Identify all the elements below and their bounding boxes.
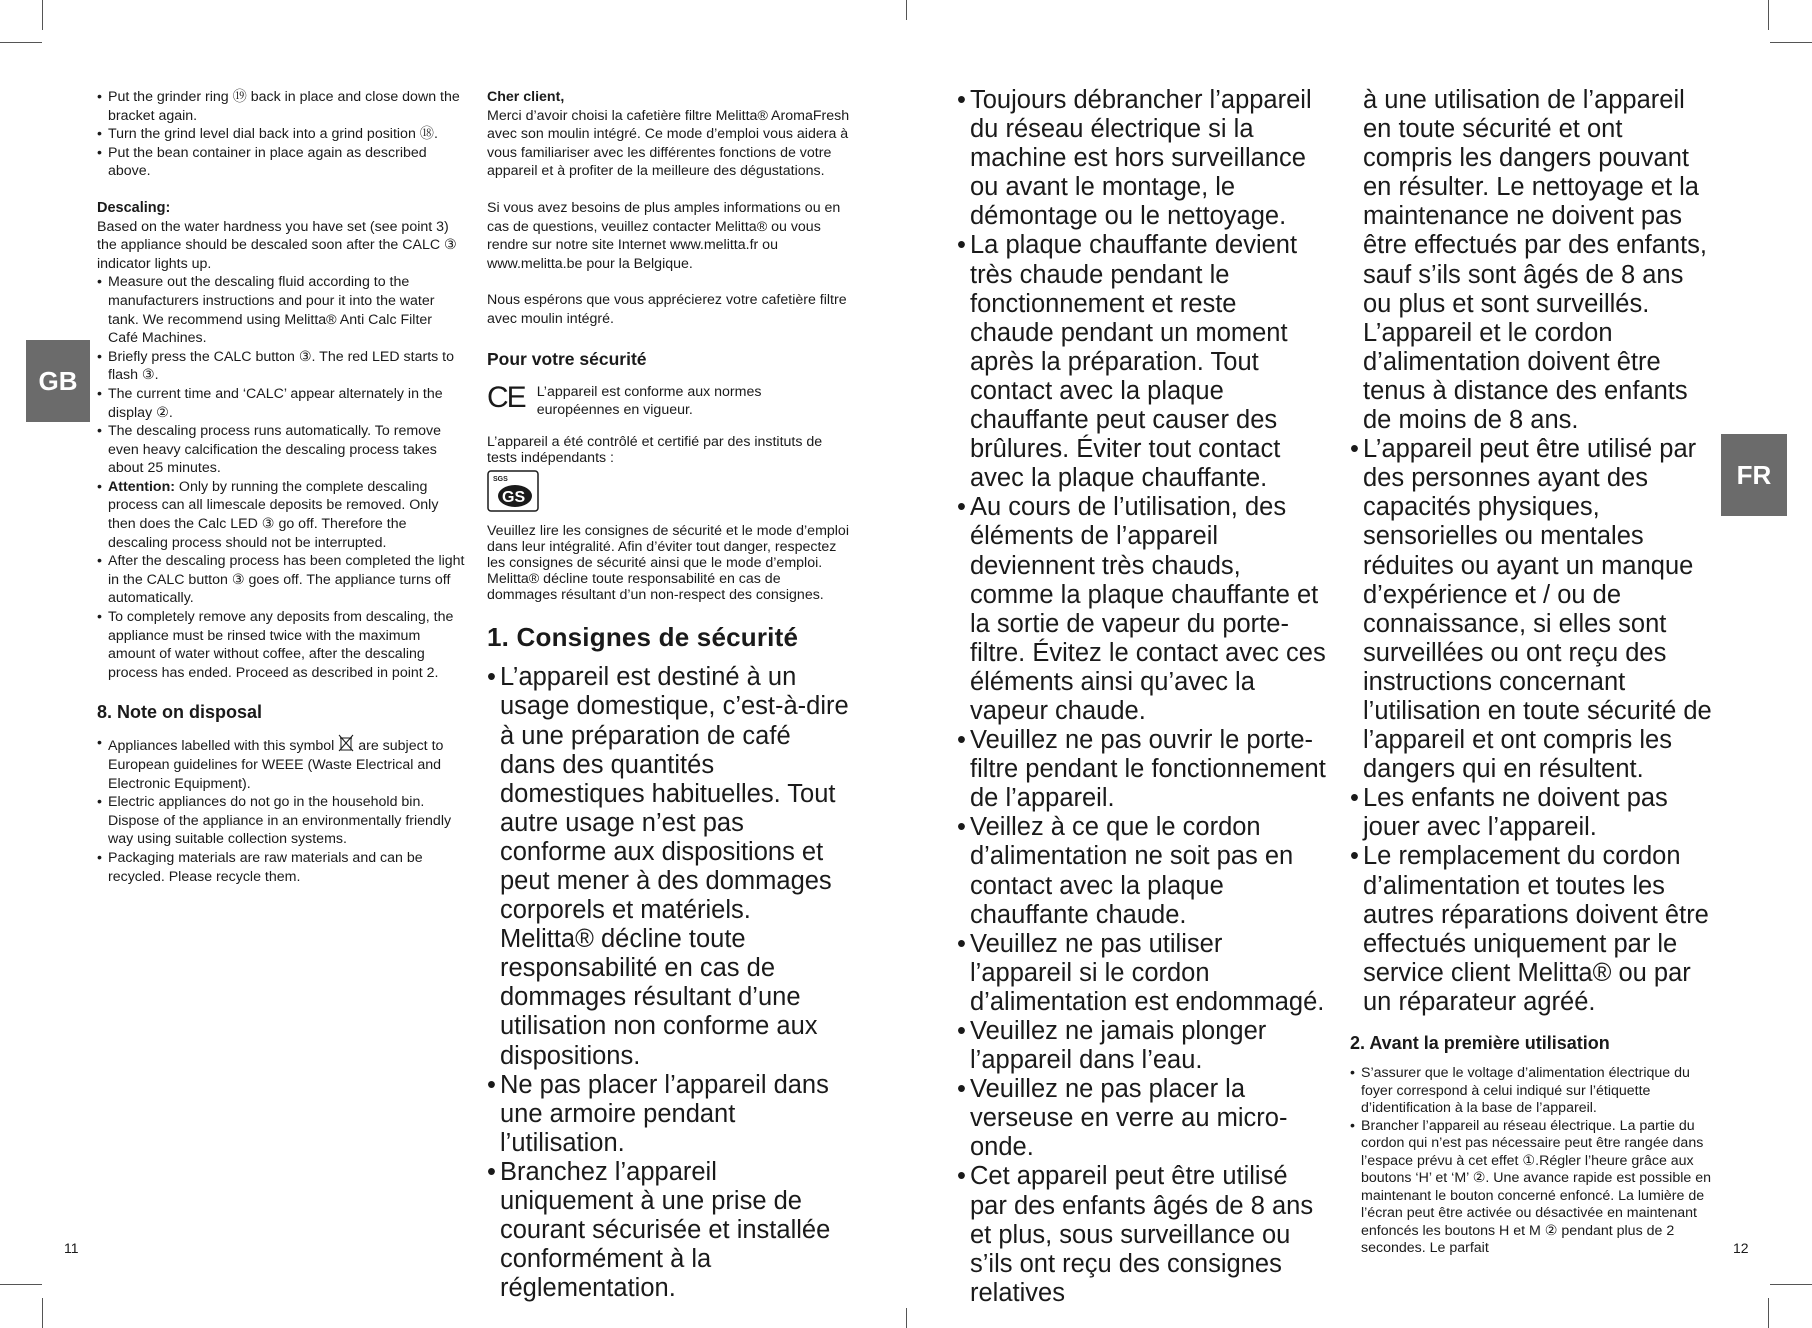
attention-text: Only by running the complete descaling process can all limescale deposits be removed. Only then does the Calc LED ③ go off. Therefore the descaling process should not be interrupted. <box>108 478 439 551</box>
avant-title: 2. Avant la première utilisation <box>1350 1033 1610 1053</box>
list-item: • Turn the grind level dial back into a grind position ⑱. <box>97 125 465 144</box>
disposal-list <box>97 734 465 886</box>
list-item: • Le remplacement du cordon d’alimentation et toutes les autres réparations doivent être effectués uniquement par le service client Melitta® ou par un réparateur agréé. <box>1350 842 1716 1017</box>
crop-mark <box>0 1284 42 1285</box>
gs-label: SGS <box>493 475 508 483</box>
list-item: • L’appareil peut être utilisé par des personnes ayant des capacités physiques, sensorielles ou mentales réduites ou ayant un manque d’expérience et / ou de connaissance, si elles sont surveillées ou ont reçu des instructions concernant l’utilisation en toute sécurité de l’appareil et ont compris les dangers qui en résultent. <box>1350 435 1716 784</box>
list-item: • Measure out the descaling fluid according to the manufacturers instructions and pour it into the water tank. We recommend using Melitta® Anti Calc Filter Café Machines. <box>97 273 465 347</box>
safety-list <box>957 86 1327 1308</box>
crop-mark <box>42 1298 43 1328</box>
ce-mark-icon: CE <box>487 380 525 414</box>
read-instructions-text: Veuillez lire les consignes de sécurité et le mode d’emploi dans leur intégralité. Afin d’éviter tout danger, respectez les consignes de sécurité ainsi que le mode d’emploi. Melitta® décline toute responsabilité en cas de dommages résultant d’un non-respect des consignes. <box>487 523 849 604</box>
safety-title: Pour votre sécurité <box>487 348 647 369</box>
certified-text: L’appareil a été contrôlé et certifié par des instituts de tests indépendants : <box>487 433 823 466</box>
crop-mark <box>906 0 907 20</box>
column-french-intro <box>487 88 851 1303</box>
descaling-list <box>97 273 465 682</box>
list-item: • Veuillez ne jamais plonger l’appareil dans l’eau. <box>957 1017 1327 1075</box>
disposal-text-a: Appliances labelled with this symbol <box>108 738 339 755</box>
list-item <box>97 734 465 793</box>
attention-item <box>97 478 465 552</box>
gs-mark: GS <box>502 488 526 506</box>
ce-text: L’appareil est conforme aux normes européennes en vigueur. <box>536 383 762 419</box>
page-number-left: 11 <box>64 1240 79 1256</box>
list-item: • Au cours de l’utilisation, des éléments de l’appareil deviennent très chauds, comme la plaque chauffante et la sortie de vapeur du porte-filtre. Évitez le contact avec ces éléments ainsi qu’avec la vapeur chaude. <box>957 493 1327 726</box>
list-item: • Ne pas placer l’appareil dans une armoire pendant l’utilisation. <box>487 1071 851 1158</box>
disposal-text-b: are subject to European guidelines for WEEE (Waste Electrical and Electronic Equipment). <box>108 738 444 792</box>
list-item: • Veillez à ce que le cordon d’alimentation ne soit pas en contact avec la plaque chauffante chaude. <box>957 813 1327 929</box>
list-item: • Cet appareil peut être utilisé par des enfants âgés de 8 ans et plus, sous surveillance ou s’ils ont reçu des consignes relatives <box>957 1162 1327 1307</box>
descaling-text: Based on the water hardness you have set (see point 3) the appliance should be descaled soon after the CALC ③ indicator lights up. <box>97 218 457 272</box>
consignes-title: 1. Consignes de sécurité <box>487 622 799 653</box>
intro-text: Merci d’avoir choisi la cafetière filtre Melitta® AromaFresh avec son moulin intégré. Ce mode d’emploi vous aidera à vous familiariser avec les différentes fonctions de votre appareil et à profiter de la meilleure des dégustations. <box>487 107 850 180</box>
language-tab-fr: FR <box>1721 434 1787 516</box>
crop-mark <box>906 1308 907 1328</box>
list-item: • The descaling process runs automatically. To remove even heavy calcification the descaling process takes about 25 minutes. <box>97 422 465 478</box>
list-item: • Put the bean container in place again as described above. <box>97 144 465 181</box>
list-item: • Veuillez ne pas ouvrir le porte-filtre pendant le fonctionnement de l’appareil. <box>957 726 1327 813</box>
list-item: • La plaque chauffante devient très chaude pendant le fonctionnement et reste chaude pendant un moment après la préparation. Tout contact avec la plaque chauffante peut causer des brûlures. Éviter tout contact avec la plaque chauffante. <box>957 231 1327 493</box>
descaling-title: Descaling: <box>97 199 171 216</box>
language-tab-gb: GB <box>26 340 90 422</box>
list-item: • Electric appliances do not go in the household bin. Dispose of the appliance in an environmentally friendly way using suitable collection systems. <box>97 793 465 849</box>
crop-mark <box>0 42 42 43</box>
list-item: • S’assurer que le voltage d’alimentation électrique du foyer correspond à celui indiqué sur l’étiquette d’identification à la base de l’appareil. <box>1350 1065 1716 1118</box>
gs-certification-icon <box>487 470 539 512</box>
list-item: • To completely remove any deposits from descaling, the appliance must be rinsed twice with the maximum amount of water without coffee, after the descaling process has ended. Proceed as described in point 2. <box>97 608 465 682</box>
column-french-safety <box>957 86 1327 1308</box>
safety-list-continued <box>1350 435 1716 1017</box>
greeting: Cher client, <box>487 89 565 105</box>
crop-mark <box>1770 42 1812 43</box>
crop-mark <box>42 0 43 30</box>
weee-bin-icon <box>338 734 354 752</box>
list-item: • L’appareil est destiné à un usage domestique, c’est-à-dire à une préparation de café dans des quantités domestiques habituelles. Tout autre usage n’est pas conforme aux dispositions et peut mener à des dommages corporels et matériels. Melitta® décline toute responsabilité en cas de dommages résultant d’une utilisation non conforme aux dispositions. <box>487 663 851 1070</box>
ce-conformity-row <box>487 380 851 420</box>
crop-mark <box>1768 0 1769 30</box>
list-item: • Brancher l’appareil au réseau électrique. La partie du cordon qui n’est pas nécessaire peut être rangée dans l’espace prévu à cet effet ①.Régler l’heure grâce aux boutons ‘H’ et ‘M’ ②. Une avance rapide est possible en maintenant le bouton concerné enfoncé. La lumière de l’écran peut être activée ou désactivée en maintenant enfoncés les boutons H et M ② pendant plus de 2 secondes. Le parfait <box>1350 1118 1716 1258</box>
list-item: • Les enfants ne doivent pas jouer avec l’appareil. <box>1350 784 1716 842</box>
contact-text: Si vous avez besoins de plus amples informations ou en cas de questions, veuillez contacter Melitta® ou vous rendre sur notre site Internet www.melitta.fr ou www.melitta.be pour la Belgique. <box>487 199 841 272</box>
attention-label: Attention: <box>108 478 175 495</box>
crop-mark <box>1770 1284 1812 1285</box>
list-item: • Briefly press the CALC button ③. The red LED starts to flash ③. <box>97 348 465 385</box>
crop-mark <box>1768 1298 1769 1328</box>
list-item: • Veuillez ne pas utiliser l’appareil si le cordon d’alimentation est endommagé. <box>957 930 1327 1017</box>
list-item: • Veuillez ne pas placer la verseuse en verre au micro-onde. <box>957 1075 1327 1162</box>
list-item: • The current time and ‘CALC’ appear alternately in the display ②. <box>97 385 465 422</box>
hope-text: Nous espérons que vous apprécierez votre cafetière filtre avec moulin intégré. <box>487 292 847 327</box>
column-french-continued <box>1350 86 1716 1258</box>
consignes-list <box>487 663 851 1303</box>
list-item: • Put the grinder ring ⑲ back in place and close down the bracket again. <box>97 88 465 125</box>
continuation-text: à une utilisation de l’appareil en toute sécurité et ont compris les dangers pouvant en résulter. Le nettoyage et la maintenance ne doivent pas être effectués par des enfants, sauf s’ils sont âgés de 8 ans ou plus et sont surveillés. L’appareil et le cordon d’alimentation doivent être tenus à distance des enfants de moins de 8 ans. <box>1363 86 1708 435</box>
list-item: • Branchez l’appareil uniquement à une prise de courant sécurisée et installée conformément à la réglementation. <box>487 1158 851 1303</box>
avant-list <box>1350 1065 1716 1258</box>
list-item: • Packaging materials are raw materials and can be recycled. Please recycle them. <box>97 849 465 886</box>
page-number-right: 12 <box>1733 1240 1749 1256</box>
disposal-title: 8. Note on disposal <box>97 702 263 723</box>
grinder-steps-list <box>97 88 465 181</box>
list-item: • After the descaling process has been completed the light in the CALC button ③ goes off. The appliance turns off automatically. <box>97 552 465 608</box>
column-english <box>97 88 465 886</box>
list-item: • Toujours débrancher l’appareil du réseau électrique si la machine est hors surveillance ou avant le montage, le démontage ou le nettoyage. <box>957 86 1327 231</box>
